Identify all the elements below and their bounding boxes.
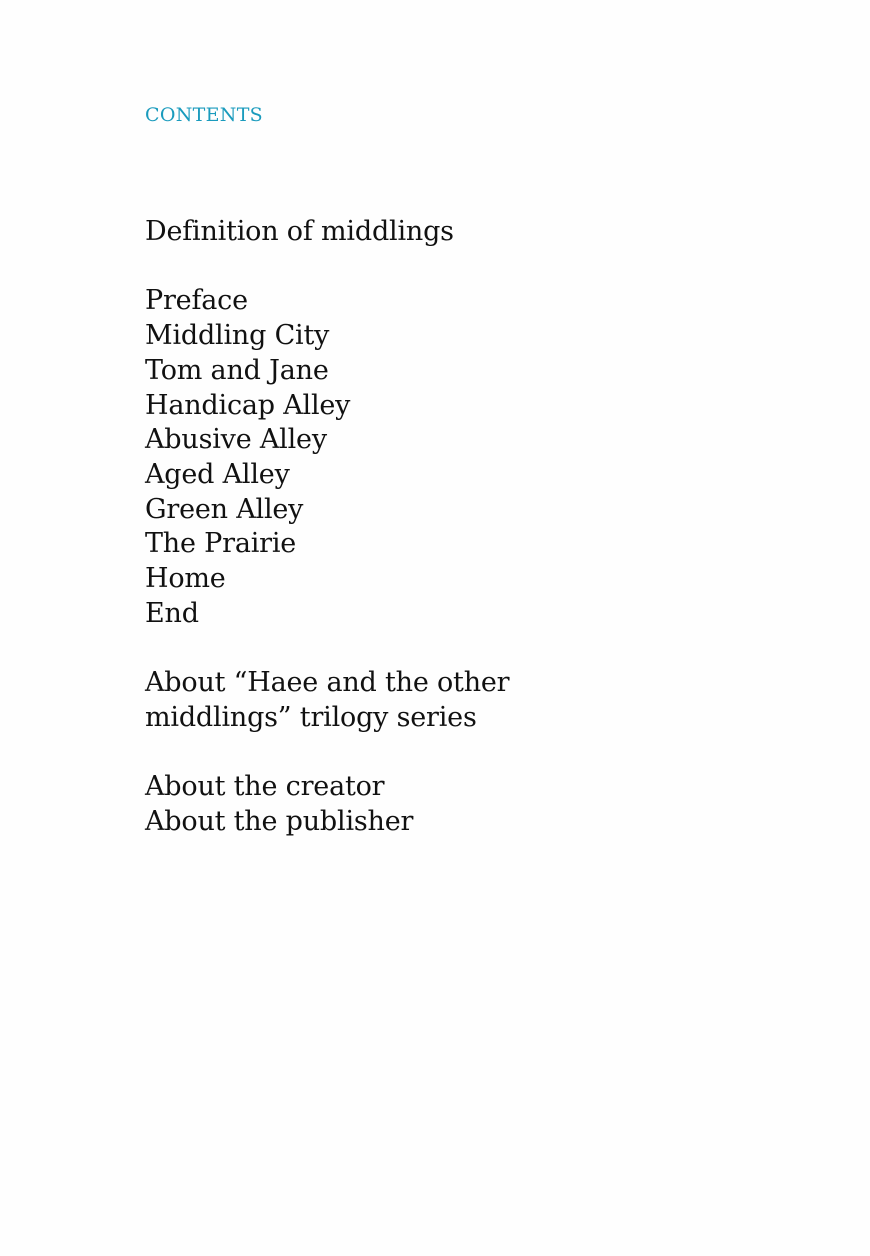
toc-group-about <box>145 770 785 839</box>
toc-group-definition <box>145 215 785 250</box>
toc-entry-end[interactable]: End <box>145 597 199 629</box>
toc-entry-about-series-line-1[interactable]: About “Haee and the other <box>145 667 510 699</box>
group-spacer <box>145 631 785 666</box>
toc-entry-about-creator[interactable]: About the creator <box>145 771 385 803</box>
toc-entry-preface[interactable]: Preface <box>145 285 248 317</box>
toc-entry-green-alley[interactable]: Green Alley <box>145 493 304 525</box>
table-of-contents <box>145 215 785 840</box>
toc-entry-the-prairie[interactable]: The Prairie <box>145 528 297 560</box>
toc-entry-abusive-alley[interactable]: Abusive Alley <box>145 424 327 456</box>
toc-entry-aged-alley[interactable]: Aged Alley <box>145 458 290 490</box>
toc-entry-handicap-alley[interactable]: Handicap Alley <box>145 389 351 421</box>
toc-entry-middling-city[interactable]: Middling City <box>145 320 330 352</box>
contents-heading: CONTENTS <box>145 104 263 126</box>
toc-entry-definition[interactable]: Definition of middlings <box>145 216 454 247</box>
toc-group-series <box>145 666 785 735</box>
toc-entry-home[interactable]: Home <box>145 563 226 595</box>
group-spacer <box>145 250 785 285</box>
toc-entry-about-publisher[interactable]: About the publisher <box>145 805 414 837</box>
toc-entry-tom-and-jane[interactable]: Tom and Jane <box>145 354 329 386</box>
toc-entry-about-series-line-2[interactable]: middlings” trilogy series <box>145 701 477 733</box>
toc-group-chapters <box>145 284 785 631</box>
group-spacer <box>145 736 785 771</box>
